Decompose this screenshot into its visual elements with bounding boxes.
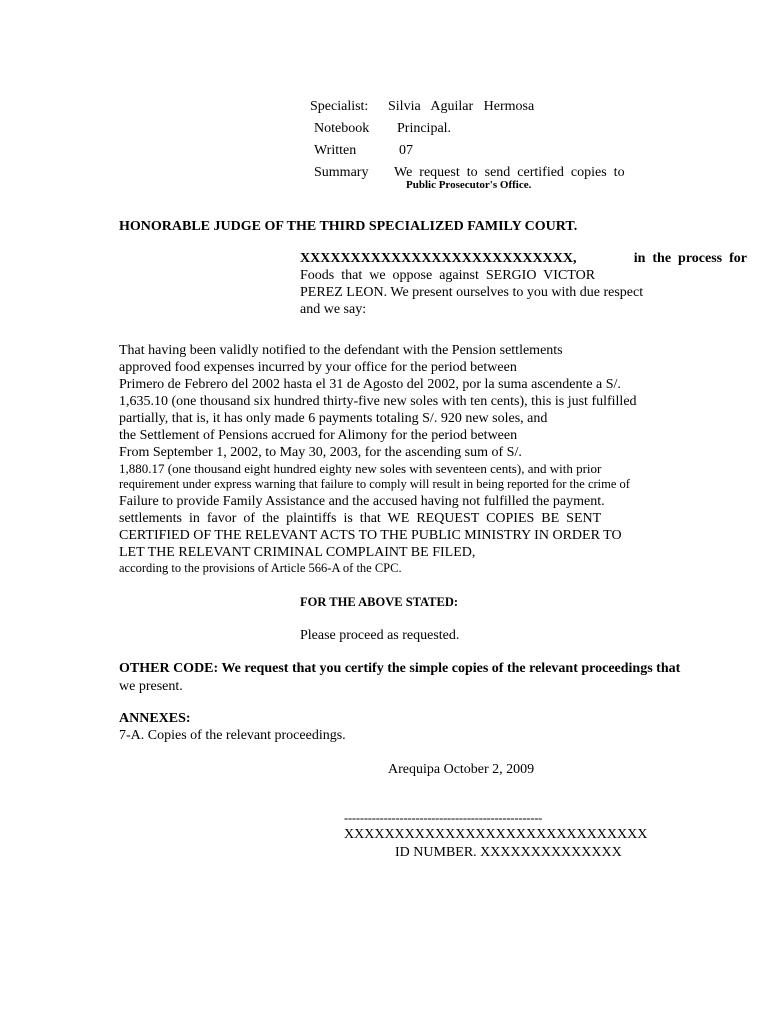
notebook-label: Notebook (314, 121, 370, 136)
body-line: approved food expenses incurred by your office for the period between (119, 360, 517, 375)
plaintiff-name: XXXXXXXXXXXXXXXXXXXXXXXXXXX, (300, 251, 577, 266)
above-stated-heading: FOR THE ABOVE STATED: (300, 595, 459, 609)
other-code-text: We request that you certify the simple copies of the relevant proceedings that (221, 661, 681, 676)
summary-value: We request to send certified copies to (394, 165, 625, 180)
body-line: CERTIFIED OF THE RELEVANT ACTS TO THE PUBLIC MINISTRY IN ORDER TO (119, 528, 622, 543)
body-line: according to the provisions of Article 566-A of the CPC. (119, 561, 402, 575)
specialist-value: Silvia Aguilar Hermosa (388, 99, 535, 114)
specialist-label: Specialist: (310, 99, 369, 114)
intro-line-4: and we say: (300, 302, 367, 317)
written-value: 07 (399, 143, 413, 158)
annex-item: 7-A. Copies of the relevant proceedings. (119, 728, 346, 743)
body-line: requirement under express warning that failure to comply will result in being reported for the crime of (119, 477, 630, 491)
intro-line-3: PEREZ LEON. We present ourselves to you with due respect (300, 285, 644, 300)
body-line: settlements in favor of the plaintiffs is that WE REQUEST COPIES BE SENT (119, 511, 602, 526)
notebook-value: Principal. (397, 121, 452, 136)
annexes-heading: ANNEXES: (119, 711, 191, 726)
written-label: Written (314, 143, 357, 158)
summary-continuation: Public Prosecutor's Office. (406, 179, 532, 191)
body-line: the Settlement of Pensions accrued for Alimony for the period between (119, 428, 518, 443)
body-line: That having been validly notified to the defendant with the Pension settlements (119, 343, 563, 358)
body-line: Failure to provide Family Assistance and the accused having not fulfilled the payment. (119, 494, 605, 509)
other-code-label: OTHER CODE: (119, 661, 219, 676)
intro-line-2: Foods that we oppose against SERGIO VICTOR (300, 268, 596, 283)
body-line: 1,880.17 (one thousand eight hundred eighty new soles with seventeen cents), and with prior (119, 461, 602, 476)
signature-name: XXXXXXXXXXXXXXXXXXXXXXXXXXXXXX (344, 827, 648, 842)
signature-id: ID NUMBER. XXXXXXXXXXXXXX (395, 845, 622, 860)
place-date: Arequipa October 2, 2009 (388, 762, 535, 777)
body-line: 1,635.10 (one thousand six hundred thirty-five new soles with ten cents), this is just fulfilled (119, 394, 637, 409)
proceed-text: Please proceed as requested. (300, 628, 460, 643)
intro-line-1 (300, 252, 747, 266)
other-code-continuation: we present. (119, 679, 183, 694)
addressee-heading: HONORABLE JUDGE OF THE THIRD SPECIALIZED FAMILY COURT. (119, 219, 578, 234)
body-line: LET THE RELEVANT CRIMINAL COMPLAINT BE FILED, (119, 545, 476, 560)
summary-label: Summary (314, 165, 369, 180)
other-code-line (119, 662, 680, 676)
body-line: partially, that is, it has only made 6 payments totaling S/. 920 new soles, and (119, 411, 548, 426)
intro-line-1-rest: in the process for (633, 251, 747, 266)
body-line: Primero de Febrero del 2002 hasta el 31 de Agosto del 2002, por la suma ascendente a S/. (119, 377, 621, 392)
signature-line: -------------------------------------------------- (344, 811, 543, 825)
body-line: From September 1, 2002, to May 30, 2003, for the ascending sum of S/. (119, 445, 522, 460)
